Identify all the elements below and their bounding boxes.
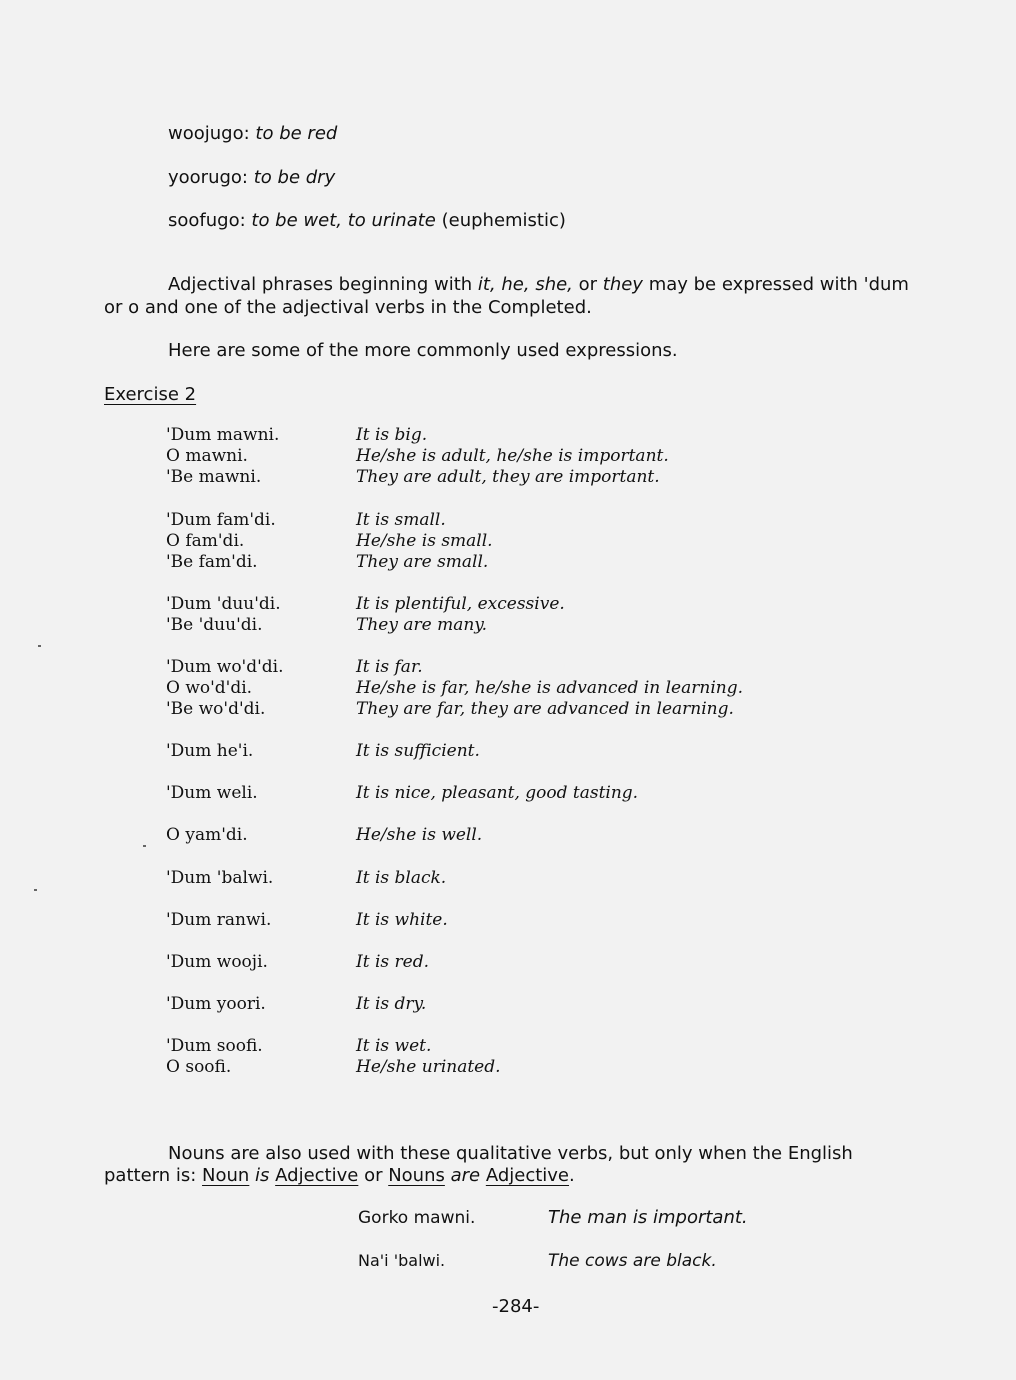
pattern-nouns: Nouns: [388, 1165, 445, 1186]
english-translation: They are small.: [356, 552, 489, 572]
intro-pronouns: it, he, she,: [477, 274, 573, 295]
english-translation: It is small.: [356, 510, 446, 530]
vocab-word: woojugo:: [168, 123, 250, 144]
fulfulde-column: [166, 594, 281, 636]
fulfulde-column: [166, 868, 273, 889]
fulfulde-sentence: 'Dum wooji.: [166, 952, 268, 972]
pattern-or: or: [358, 1165, 389, 1186]
fulfulde-column: [166, 910, 271, 931]
vocab-word: yoorugo:: [168, 167, 248, 188]
fulfulde-sentence: O yam'di.: [166, 825, 248, 845]
fulfulde-sentence: 'Be mawni.: [166, 467, 262, 487]
english-translation: It is wet.: [356, 1036, 432, 1056]
fulfulde-sentence: 'Dum ranwi.: [166, 910, 272, 930]
example-english: The man is important.: [548, 1207, 748, 1228]
english-translation: It is dry.: [356, 994, 427, 1014]
english-translation: It is black.: [356, 868, 447, 888]
fulfulde-column: [166, 741, 253, 762]
vocab-gloss: to be wet, to urinate: [251, 210, 436, 231]
fulfulde-sentence: 'Dum fam'di.: [166, 510, 276, 530]
english-column: [356, 657, 743, 720]
fulfulde-column: [166, 825, 248, 846]
vocab-word: soofugo:: [168, 210, 246, 231]
example-fulfulde: Gorko mawni.: [358, 1208, 476, 1228]
fulfulde-column: [166, 994, 266, 1015]
english-column: [356, 741, 480, 762]
vocab-gloss: to be red: [255, 123, 338, 144]
english-translation: It is big.: [356, 425, 428, 445]
vocab-gloss: to be dry: [253, 167, 336, 188]
fulfulde-sentence: O soofi.: [166, 1057, 232, 1077]
english-translation: It is red.: [356, 952, 429, 972]
example-fulfulde: Na'i 'balwi.: [358, 1251, 446, 1270]
english-column: [356, 425, 669, 488]
vocab-line: [168, 123, 337, 145]
exercise-heading: Exercise 2: [104, 384, 197, 405]
scan-speck: [143, 845, 146, 847]
english-column: [356, 594, 565, 636]
english-column: [356, 1036, 501, 1078]
english-translation: He/she is small.: [356, 531, 493, 551]
english-translation: It is far.: [356, 657, 423, 677]
pattern-adjective: Adjective: [485, 1165, 570, 1186]
fulfulde-column: [166, 783, 258, 804]
fulfulde-column: [166, 425, 279, 488]
vocab-line: [168, 210, 566, 232]
intro-paragraph-line1: [168, 274, 909, 296]
fulfulde-column: [166, 952, 268, 973]
pattern-are: are: [444, 1165, 486, 1186]
english-translation: He/she is far, he/she is advanced in learning.: [356, 678, 743, 698]
fulfulde-sentence: 'Dum 'balwi.: [166, 868, 274, 888]
english-translation: He/she urinated.: [356, 1057, 501, 1077]
english-column: [356, 783, 638, 804]
english-column: [356, 910, 448, 931]
nouns-paragraph-line1: Nouns are also used with these qualitative verbs, but only when the English: [168, 1143, 853, 1164]
fulfulde-column: [166, 657, 284, 720]
english-translation: It is nice, pleasant, good tasting.: [356, 783, 639, 803]
example-english: The cows are black.: [548, 1251, 717, 1271]
fulfulde-sentence: O fam'di.: [166, 531, 245, 551]
pattern-period: .: [569, 1165, 575, 1186]
fulfulde-sentence: 'Be 'duu'di.: [166, 615, 263, 635]
scan-speck: [38, 645, 41, 647]
intro-text: may be expressed with 'dum: [642, 274, 909, 295]
english-translation: He/she is well.: [356, 825, 483, 845]
nouns-paragraph-line2: [104, 1165, 575, 1187]
fulfulde-sentence: 'Be wo'd'di.: [166, 699, 266, 719]
fulfulde-sentence: 'Dum he'i.: [166, 741, 254, 761]
page-number: -284-: [492, 1296, 540, 1317]
fulfulde-sentence: 'Dum weli.: [166, 783, 258, 803]
pattern-noun: Noun: [202, 1165, 250, 1186]
english-translation: They are many.: [356, 615, 488, 635]
fulfulde-sentence: O mawni.: [166, 446, 248, 466]
scan-speck: [34, 889, 37, 891]
intro-they: they: [602, 274, 643, 295]
vocab-note: (euphemistic): [441, 210, 566, 231]
intro-paragraph-line2: or o and one of the adjectival verbs in the Completed.: [104, 297, 592, 318]
fulfulde-sentence: 'Dum yoori.: [166, 994, 266, 1014]
pattern-label: pattern is:: [104, 1165, 203, 1186]
fulfulde-sentence: O wo'd'di.: [166, 678, 253, 698]
english-column: [356, 952, 429, 973]
english-translation: They are adult, they are important.: [356, 467, 660, 487]
english-translation: They are far, they are advanced in learning.: [356, 699, 734, 719]
english-translation: It is sufficient.: [356, 741, 480, 761]
fulfulde-sentence: 'Dum wo'd'di.: [166, 657, 284, 677]
english-column: [356, 510, 493, 573]
pattern-is: is: [249, 1165, 276, 1186]
fulfulde-sentence: 'Be fam'di.: [166, 552, 258, 572]
fulfulde-column: [166, 1036, 263, 1078]
fulfulde-column: [166, 510, 276, 573]
fulfulde-sentence: 'Dum 'duu'di.: [166, 594, 281, 614]
english-column: [356, 825, 482, 846]
english-translation: He/she is adult, he/she is important.: [356, 446, 669, 466]
english-column: [356, 868, 446, 889]
fulfulde-sentence: 'Dum mawni.: [166, 425, 280, 445]
intro-text: Adjectival phrases beginning with: [168, 274, 478, 295]
pattern-adjective: Adjective: [275, 1165, 359, 1186]
fulfulde-sentence: 'Dum soofi.: [166, 1036, 263, 1056]
vocab-line: [168, 167, 335, 189]
english-translation: It is plentiful, excessive.: [356, 594, 565, 614]
english-translation: It is white.: [356, 910, 448, 930]
intro-text: or: [572, 274, 603, 295]
intro-paragraph-2: Here are some of the more commonly used expressions.: [168, 340, 678, 361]
english-column: [356, 994, 426, 1015]
